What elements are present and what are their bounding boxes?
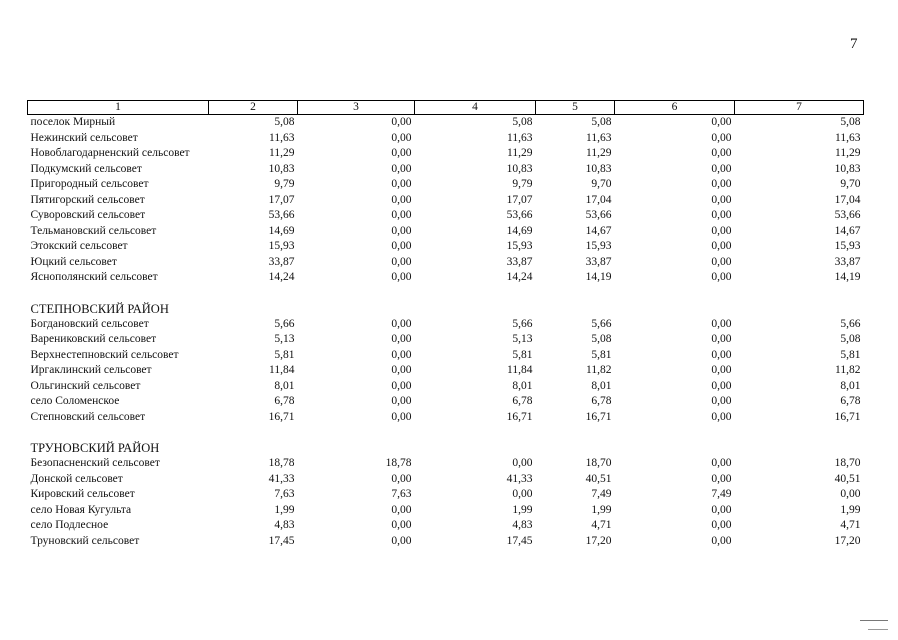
value-cell: 11,63 [835,131,861,144]
column-header: 6 [615,101,735,115]
value-cell: 0,00 [711,317,732,330]
value-cell: 17,04 [585,193,612,206]
table-row [28,487,864,503]
value-cell: 6,78 [840,395,861,407]
municipality-name: Богдановский сельсовет [30,317,149,330]
value-cell: 9,70 [591,178,612,190]
value-cell: 6,78 [274,395,295,407]
value-cell: 5,66 [512,317,533,330]
value-cell: 53,66 [268,209,295,221]
table-row [28,270,864,286]
value-cell: 6,78 [591,395,612,407]
value-cell: 0,00 [711,410,732,423]
value-cell: 0,00 [391,193,412,206]
value-cell: 0,00 [840,488,861,500]
value-cell: 0,00 [391,364,412,376]
value-cell: 40,51 [834,472,861,485]
value-cell: 8,01 [274,379,295,392]
municipality-name: село Подлесное [30,519,109,531]
value-cell: 11,29 [507,147,533,159]
value-cell: 0,00 [711,534,732,547]
table-row [28,224,864,240]
value-cell: 5,66 [274,317,295,330]
value-cell: 0,00 [711,519,732,531]
table-row [28,239,864,255]
value-cell: 14,67 [585,224,612,237]
table-row [28,348,864,364]
value-cell: 6,78 [512,395,533,407]
value-cell: 0,00 [711,178,732,190]
value-cell: 0,00 [391,503,412,516]
budget-table [27,100,864,549]
table-row [28,410,864,426]
value-cell: 0,00 [391,224,412,237]
value-cell: 5,13 [274,333,295,345]
value-cell: 11,29 [269,147,295,159]
value-cell: 15,93 [585,240,612,252]
table-row [28,162,864,178]
value-cell: 0,00 [711,364,732,376]
value-cell: 5,81 [591,348,612,361]
value-cell: 11,63 [586,131,612,144]
corner-marks [860,618,888,632]
value-cell: 7,49 [591,488,612,500]
table-row [28,503,864,519]
value-cell: 5,08 [840,116,861,128]
value-cell: 11,29 [586,147,612,159]
value-cell: 7,49 [711,488,732,500]
value-cell: 5,08 [591,333,612,345]
value-cell: 9,79 [274,178,295,190]
municipality-name: Варениковский сельсовет [30,333,157,345]
value-cell: 5,13 [512,333,533,345]
value-cell: 0,00 [391,116,412,128]
section-spacer [28,425,864,440]
municipality-name: Тельмановский сельсовет [30,224,157,237]
table-row [28,115,864,131]
value-cell: 0,00 [711,224,732,237]
table-body [28,115,864,550]
value-cell: 11,84 [269,364,295,376]
value-cell: 0,00 [711,503,732,516]
value-cell: 5,66 [591,317,612,330]
value-cell: 41,33 [506,472,533,485]
value-cell: 11,63 [269,131,295,144]
value-cell: 17,07 [268,193,295,206]
value-cell: 0,00 [711,348,732,361]
table-row [28,177,864,193]
value-cell: 17,20 [585,534,612,547]
table-row [28,394,864,410]
value-cell: 14,24 [506,271,533,283]
value-cell: 53,66 [506,209,533,221]
municipality-name: Подкумский сельсовет [30,162,142,175]
value-cell: 4,71 [840,519,861,531]
value-cell: 1,99 [512,503,533,516]
value-cell: 1,99 [274,503,295,516]
table-row [28,208,864,224]
value-cell: 8,01 [512,379,533,392]
value-cell: 41,33 [268,472,295,485]
table-row [28,317,864,333]
value-cell: 9,70 [840,178,861,190]
value-cell: 0,00 [711,472,732,485]
value-cell: 18,70 [834,457,861,469]
value-cell: 7,63 [391,488,412,500]
table-row [28,332,864,348]
value-cell: 14,19 [834,271,861,283]
municipality-name: село Новая Кугульта [30,503,132,516]
value-cell: 16,71 [585,410,612,423]
table-row [28,193,864,209]
value-cell: 0,00 [711,162,732,175]
value-cell: 14,67 [834,224,861,237]
value-cell: 40,51 [585,472,612,485]
value-cell: 33,87 [834,255,861,268]
value-cell: 9,79 [512,178,533,190]
value-cell: 5,66 [840,317,861,330]
value-cell: 5,08 [274,116,295,128]
value-cell: 53,66 [834,209,861,221]
value-cell: 18,78 [385,457,412,469]
value-cell: 10,83 [268,162,295,175]
value-cell: 10,83 [834,162,861,175]
value-cell: 14,69 [268,224,295,237]
table-row [28,472,864,488]
column-header: 7 [735,101,864,115]
value-cell: 11,82 [835,364,861,376]
municipality-name: Безопасненский сельсовет [30,457,160,469]
value-cell: 0,00 [711,131,732,144]
value-cell: 16,71 [268,410,295,423]
value-cell: 11,29 [835,147,861,159]
municipality-name: Донской сельсовет [30,472,123,485]
value-cell: 33,87 [506,255,533,268]
table-row [28,518,864,534]
municipality-name: поселок Мирный [30,116,116,128]
value-cell: 4,71 [591,519,612,531]
value-cell: 0,00 [391,271,412,283]
municipality-name: Этокский сельсовет [30,240,128,252]
value-cell: 0,00 [512,488,533,500]
municipality-name: Юцкий сельсовет [30,255,117,268]
table-row [28,131,864,147]
municipality-name: Пятигорский сельсовет [30,193,145,206]
municipality-name: Суворовский сельсовет [30,209,146,221]
municipality-name: Пригородный сельсовет [30,178,149,190]
value-cell: 0,00 [391,534,412,547]
municipality-name: Яснополянский сельсовет [30,271,158,283]
value-cell: 5,08 [591,116,612,128]
municipality-name: Нежинский сельсовет [30,131,138,144]
district-heading: СТЕПНОВСКИЙ РАЙОН [30,301,169,316]
value-cell: 14,24 [268,271,295,283]
value-cell: 17,04 [834,193,861,206]
column-header: 2 [209,101,298,115]
column-header: 4 [415,101,536,115]
value-cell: 5,81 [840,348,861,361]
value-cell: 0,00 [711,255,732,268]
value-cell: 0,00 [711,209,732,221]
value-cell: 0,00 [711,147,732,159]
value-cell: 0,00 [391,255,412,268]
value-cell: 0,00 [711,116,732,128]
district-heading-row [28,301,864,317]
municipality-name: Верхнестепновский сельсовет [30,348,179,361]
value-cell: 8,01 [591,379,612,392]
value-cell: 17,07 [506,193,533,206]
value-cell: 0,00 [391,348,412,361]
value-cell: 15,93 [506,240,533,252]
value-cell: 0,00 [711,457,732,469]
district-heading-row [28,440,864,456]
value-cell: 0,00 [391,147,412,159]
value-cell: 17,20 [834,534,861,547]
value-cell: 0,00 [391,333,412,345]
value-cell: 0,00 [391,178,412,190]
value-cell: 14,69 [506,224,533,237]
value-cell: 4,83 [512,519,533,531]
value-cell: 0,00 [711,240,732,252]
value-cell: 0,00 [711,379,732,392]
value-cell: 8,01 [840,379,861,392]
value-cell: 11,84 [507,364,533,376]
value-cell: 0,00 [711,395,732,407]
value-cell: 33,87 [585,255,612,268]
value-cell: 11,82 [586,364,612,376]
value-cell: 0,00 [391,472,412,485]
value-cell: 5,08 [512,116,533,128]
value-cell: 0,00 [391,209,412,221]
page-number: 7 [850,36,858,52]
value-cell: 0,00 [711,193,732,206]
section-spacer [28,286,864,301]
value-cell: 15,93 [834,240,861,252]
value-cell: 0,00 [391,131,412,144]
municipality-name: Ольгинский сельсовет [30,379,141,392]
table-row [28,534,864,550]
value-cell: 0,00 [391,519,412,531]
value-cell: 17,45 [268,534,295,547]
value-cell: 10,83 [585,162,612,175]
value-cell: 0,00 [391,395,412,407]
value-cell: 18,70 [585,457,612,469]
value-cell: 5,81 [274,348,295,361]
district-heading: ТРУНОВСКИЙ РАЙОН [30,441,160,455]
municipality-name: Иргаклинский сельсовет [30,364,152,376]
value-cell: 17,45 [506,534,533,547]
table-row [28,456,864,472]
value-cell: 0,00 [391,240,412,252]
municipality-name: Новоблагодарненский сельсовет [30,147,190,159]
value-cell: 18,78 [268,457,295,469]
value-cell: 53,66 [585,209,612,221]
value-cell: 0,00 [391,317,412,330]
value-cell: 5,08 [840,333,861,345]
value-cell: 1,99 [840,503,861,516]
municipality-name: Степновский сельсовет [30,410,146,423]
value-cell: 0,00 [391,162,412,175]
value-cell: 0,00 [512,457,533,469]
table-row [28,363,864,379]
municipality-name: село Соломенское [30,395,120,407]
value-cell: 0,00 [391,379,412,392]
municipality-name: Кировский сельсовет [30,488,135,500]
value-cell: 1,99 [591,503,612,516]
value-cell: 5,81 [512,348,533,361]
column-header: 1 [28,101,209,115]
table-row [28,146,864,162]
table-row [28,255,864,271]
value-cell: 16,71 [506,410,533,423]
value-cell: 0,00 [391,410,412,423]
value-cell: 10,83 [506,162,533,175]
column-header: 3 [298,101,415,115]
value-cell: 4,83 [274,519,295,531]
column-number-header-row [28,101,864,115]
value-cell: 0,00 [711,271,732,283]
value-cell: 33,87 [268,255,295,268]
value-cell: 15,93 [268,240,295,252]
value-cell: 16,71 [834,410,861,423]
value-cell: 14,19 [585,271,612,283]
municipality-name: Труновский сельсовет [30,534,140,547]
value-cell: 11,63 [507,131,533,144]
value-cell: 0,00 [711,333,732,345]
table-row [28,379,864,395]
value-cell: 7,63 [274,488,295,500]
column-header: 5 [536,101,615,115]
